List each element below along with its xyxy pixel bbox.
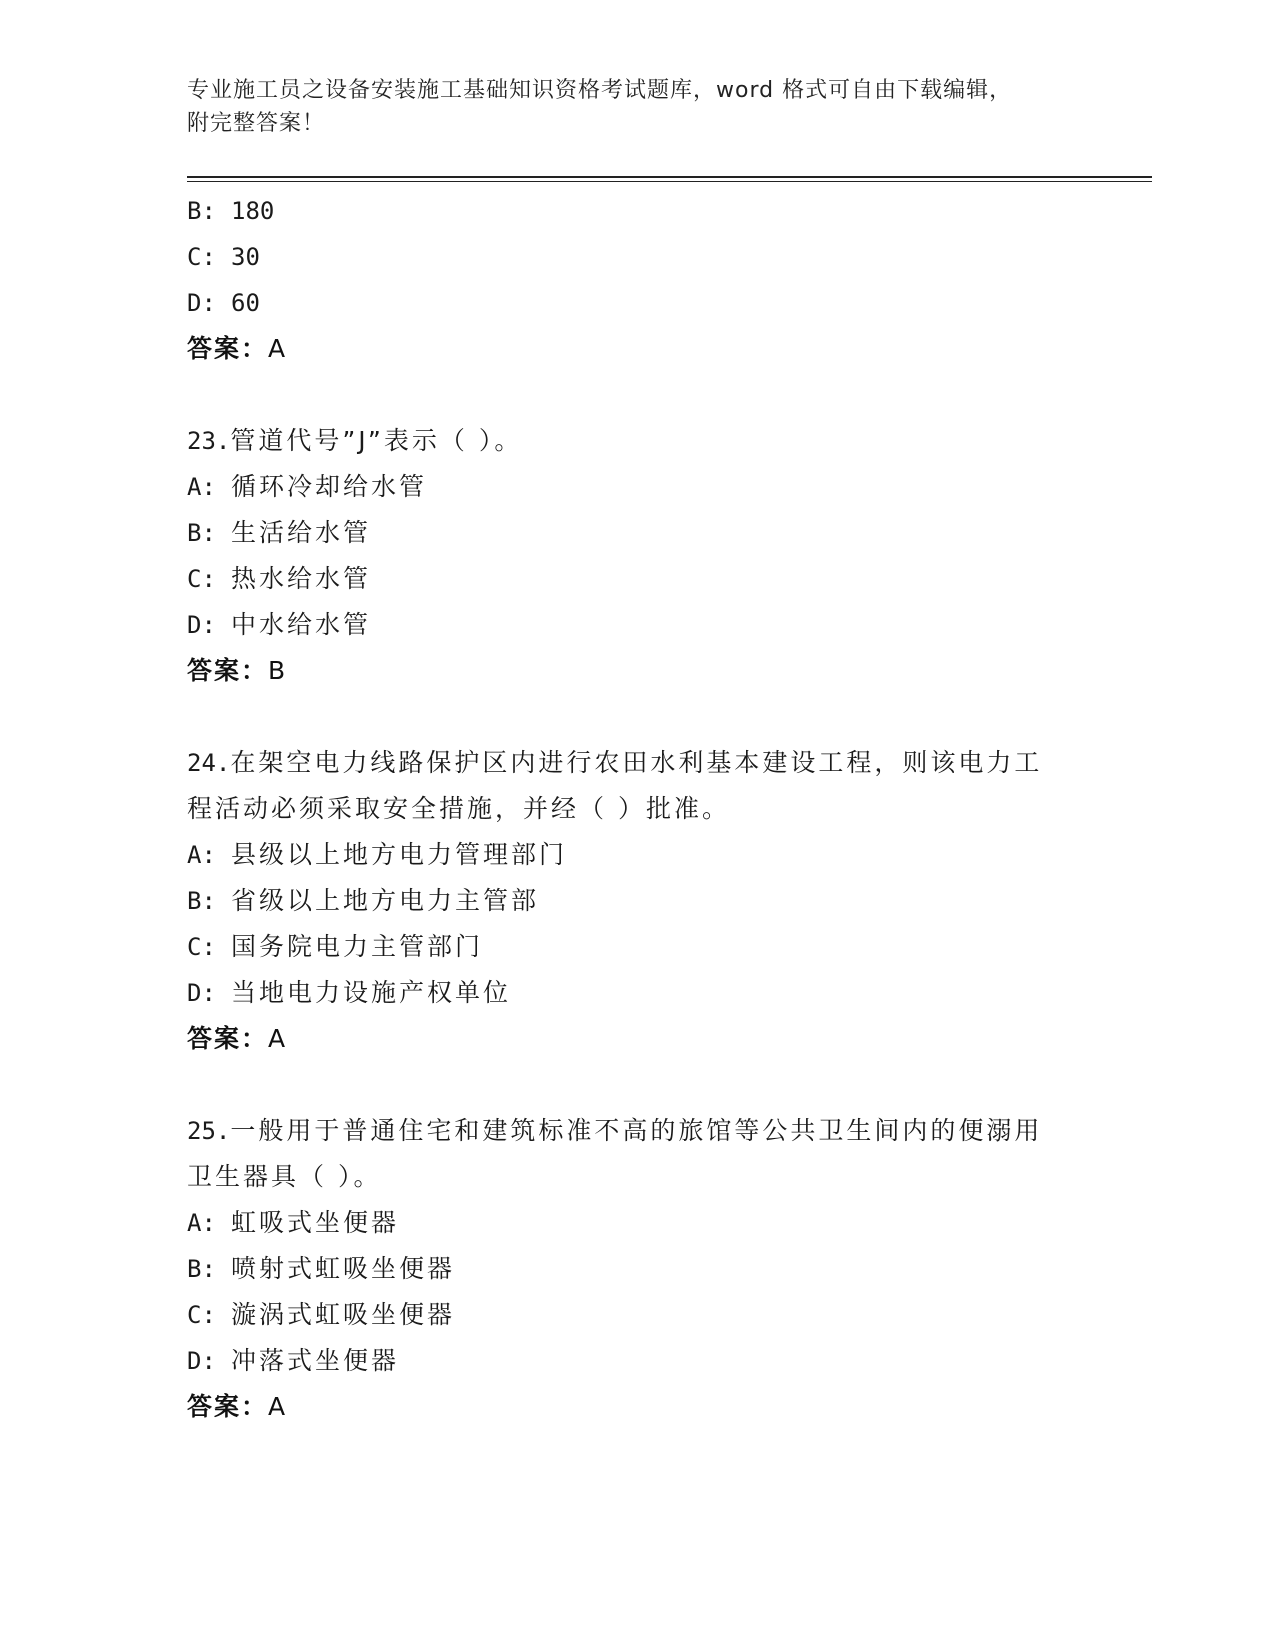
option-label: D: — [187, 1347, 216, 1375]
question-stem: 管道代号”J”表示（ ）。 — [230, 426, 523, 455]
option-c — [187, 924, 1087, 970]
answer-line — [187, 326, 1087, 372]
answer-value: A — [268, 1024, 288, 1053]
option-c — [187, 556, 1087, 602]
option-b — [187, 878, 1087, 924]
answer-line — [187, 1016, 1087, 1062]
option-text: 省级以上地方电力主管部 — [231, 886, 540, 915]
option-text: 180 — [231, 197, 275, 225]
answer-label: 答案： — [187, 334, 269, 363]
option-text: 热水给水管 — [231, 564, 372, 593]
option-text: 中水给水管 — [231, 610, 372, 639]
option-label: C: — [187, 565, 216, 593]
document-header — [187, 74, 1087, 140]
question-block-25 — [187, 1108, 1087, 1430]
option-label: C: — [187, 243, 216, 271]
option-b — [187, 510, 1087, 556]
option-label: A: — [187, 1209, 216, 1237]
option-label: D: — [187, 979, 216, 1007]
option-label: C: — [187, 933, 216, 961]
option-d — [187, 280, 1087, 326]
option-text: 冲落式坐便器 — [231, 1346, 400, 1375]
option-text: 虹吸式坐便器 — [231, 1208, 400, 1237]
option-text: 喷射式虹吸坐便器 — [231, 1254, 456, 1283]
option-a — [187, 1200, 1087, 1246]
header-line-2: 附完整答案！ — [187, 111, 326, 136]
option-c — [187, 1292, 1087, 1338]
header-line-1: 专业施工员之设备安装施工基础知识资格考试题库，word 格式可自由下载编辑， — [187, 78, 1013, 103]
answer-value: A — [268, 1392, 288, 1421]
answer-value: B — [268, 656, 288, 685]
option-text: 国务院电力主管部门 — [231, 932, 484, 961]
option-b — [187, 1246, 1087, 1292]
spacer — [187, 694, 1087, 740]
spacer — [187, 1062, 1087, 1108]
option-label: B: — [187, 519, 216, 547]
header-rule-thick — [187, 176, 1152, 178]
option-label: B: — [187, 1255, 216, 1283]
question-text — [187, 418, 1067, 464]
option-d — [187, 602, 1087, 648]
answer-label: 答案： — [187, 656, 269, 685]
question-stem: 在架空电力线路保护区内进行农田水利基本建设工程，则该电力工程活动必须采取安全措施，并经（ ）批准。 — [187, 748, 1043, 823]
document-body — [187, 188, 1087, 1430]
answer-value: A — [268, 334, 288, 363]
previous-question-block — [187, 188, 1087, 372]
answer-line — [187, 648, 1087, 694]
question-block-24 — [187, 740, 1087, 1062]
option-d — [187, 1338, 1087, 1384]
answer-label: 答案： — [187, 1392, 269, 1421]
spacer — [187, 372, 1087, 418]
option-text: 当地电力设施产权单位 — [231, 978, 512, 1007]
option-text: 循环冷却给水管 — [231, 472, 428, 501]
option-label: B: — [187, 197, 216, 225]
option-a — [187, 464, 1087, 510]
option-text: 30 — [231, 243, 260, 271]
option-text: 县级以上地方电力管理部门 — [231, 840, 568, 869]
option-text: 漩涡式虹吸坐便器 — [231, 1300, 456, 1329]
option-b — [187, 188, 1087, 234]
question-stem: 一般用于普通住宅和建筑标准不高的旅馆等公共卫生间内的便溺用卫生器具（ ）。 — [187, 1116, 1043, 1191]
option-label: A: — [187, 473, 216, 501]
option-c — [187, 234, 1087, 280]
question-text — [187, 740, 1067, 832]
option-text: 生活给水管 — [231, 518, 372, 547]
option-a — [187, 832, 1087, 878]
question-number: 23. — [187, 427, 231, 455]
option-label: A: — [187, 841, 216, 869]
question-number: 24. — [187, 749, 231, 777]
option-label: D: — [187, 289, 216, 317]
question-text — [187, 1108, 1067, 1200]
option-label: D: — [187, 611, 216, 639]
answer-label: 答案： — [187, 1024, 269, 1053]
header-rule-thin — [187, 181, 1152, 182]
answer-line — [187, 1384, 1087, 1430]
question-block-23 — [187, 418, 1087, 694]
option-text: 60 — [231, 289, 260, 317]
option-label: C: — [187, 1301, 216, 1329]
option-d — [187, 970, 1087, 1016]
question-number: 25. — [187, 1117, 231, 1145]
option-label: B: — [187, 887, 216, 915]
